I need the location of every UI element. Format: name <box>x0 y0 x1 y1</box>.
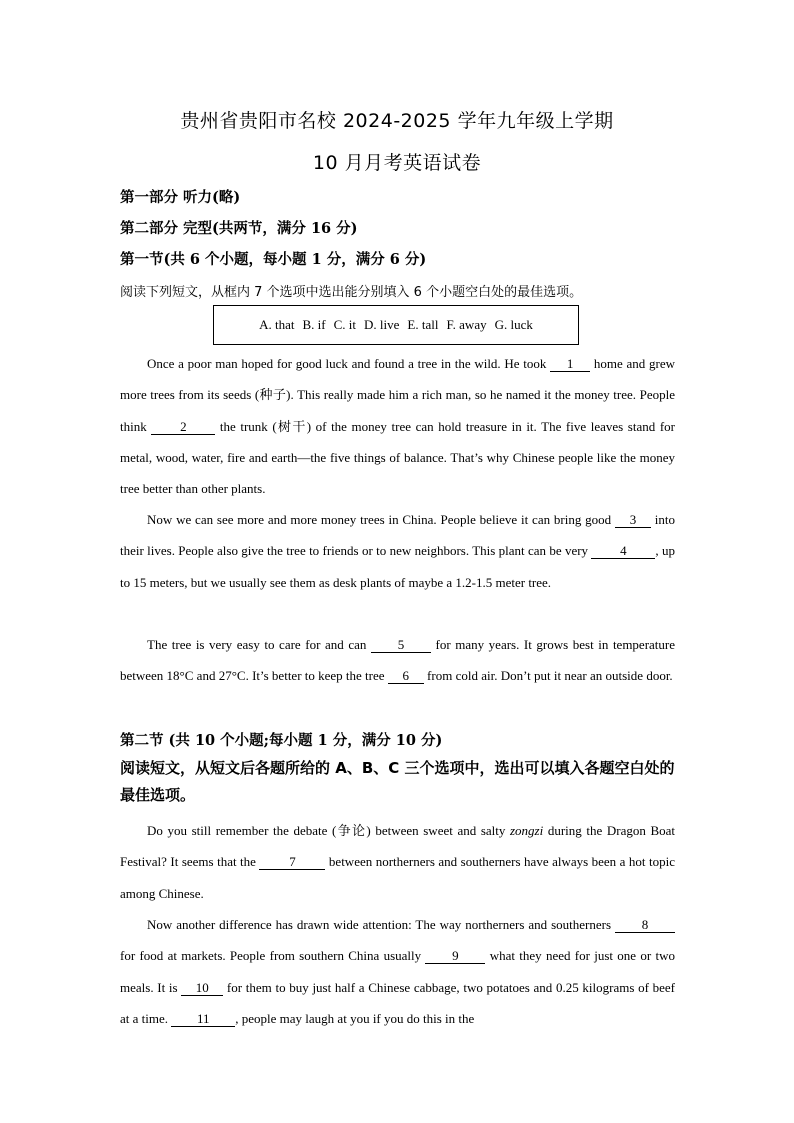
option-f: F. away <box>446 317 487 332</box>
text: from cold air. Don’t put it near an outside door. <box>423 668 673 684</box>
blank-4: 4 <box>591 544 655 559</box>
exam-title-line1: 贵州省贵阳市名校 2024-2025 学年九年级上学期 <box>180 110 614 132</box>
text: Now we can see more and more money trees in China. People believe it can bring good <box>147 512 615 527</box>
blank-11: 11 <box>171 1012 235 1027</box>
text: for them to buy just half a Chinese cabbage, two potatoes and 0.25 kilograms of beef at a time. <box>120 979 675 1026</box>
text: , up to 15 meters, but we usually see them as desk plants of maybe a 1.2-1.5 meter tree. <box>120 543 675 590</box>
text: during the Dragon Boat Festival? It seems that the <box>120 823 675 870</box>
section1-heading: 第一节(共 6 个小题，每小题 1 分，满分 6 分) <box>120 251 427 268</box>
option-b: B. if <box>302 317 326 332</box>
blank-5: 5 <box>371 638 431 653</box>
text: for food at markets. People from southern China usually <box>120 948 426 964</box>
blank-6: 6 <box>388 669 424 684</box>
blank-9: 9 <box>425 949 485 964</box>
option-d: D. live <box>364 317 400 332</box>
text: for many years. It grows best in temperature between 18°C and 27°C. It’s better to keep the tree <box>120 637 676 684</box>
passage1-paragraph2 <box>120 504 675 598</box>
options-box <box>213 305 579 345</box>
blank-8: 8 <box>615 918 675 933</box>
text: what they need for just one or two meals. It is <box>120 948 675 995</box>
text: home and grew more trees from its seeds (种子). This really made him a rich man, so he named it the money tree. People think <box>120 356 675 434</box>
section1-instruction: 阅读下列短文，从框内 7 个选项中选出能分别填入 6 个小题空白处的最佳选项。 <box>120 285 583 300</box>
blank-3: 3 <box>615 513 651 528</box>
section2-instruction: 阅读短文，从短文后各题所给的 A、B、C 三个选项中，选出可以填入各题空白处的最佳选项。 <box>120 759 675 804</box>
text: into their lives. People also give the tree to friends or to new neighbors. This plant can be very <box>120 512 675 559</box>
blank-2: 2 <box>151 420 215 435</box>
zongzi-word: zongzi <box>509 823 544 838</box>
text: Once a poor man hoped for good luck and found a tree in the wild. He took <box>147 356 551 371</box>
part1-heading: 第一部分 听力(略) <box>120 189 241 206</box>
text: The tree is very easy to care for and can <box>147 637 371 652</box>
option-e: E. tall <box>407 317 439 332</box>
blank-7: 7 <box>259 855 325 870</box>
text: between northerners and southerners have always been a hot topic among Chinese. <box>120 854 676 901</box>
text: Do you still remember the debate (争论) between sweet and salty <box>147 823 510 838</box>
passage1-paragraph3 <box>120 629 675 692</box>
exam-title-line2: 10 月月考英语试卷 <box>312 152 482 174</box>
text: Now another difference has drawn wide attention: The way northerners and southerners <box>147 917 615 932</box>
text: , people may laugh at you if you do this in the <box>235 1010 475 1026</box>
option-g: G. luck <box>494 317 533 332</box>
passage2-paragraph1 <box>120 815 675 909</box>
text: the trunk (树干) of the money tree can hold treasure in it. The five leaves stand for metal, wood, water, fire and earth—the five things of balance. That’s why Chinese people like the money tree better than other plants. <box>120 418 675 497</box>
passage1-paragraph1 <box>120 348 675 504</box>
option-a: A. that <box>259 317 295 332</box>
option-c: C. it <box>333 317 357 332</box>
blank-1: 1 <box>550 357 590 372</box>
part2-heading: 第二部分 完型(共两节，满分 16 分) <box>120 220 358 237</box>
section2-heading: 第二节 (共 10 个小题;每小题 1 分，满分 10 分) <box>120 732 443 749</box>
passage2-paragraph2 <box>120 909 675 1034</box>
blank-10: 10 <box>181 981 223 996</box>
